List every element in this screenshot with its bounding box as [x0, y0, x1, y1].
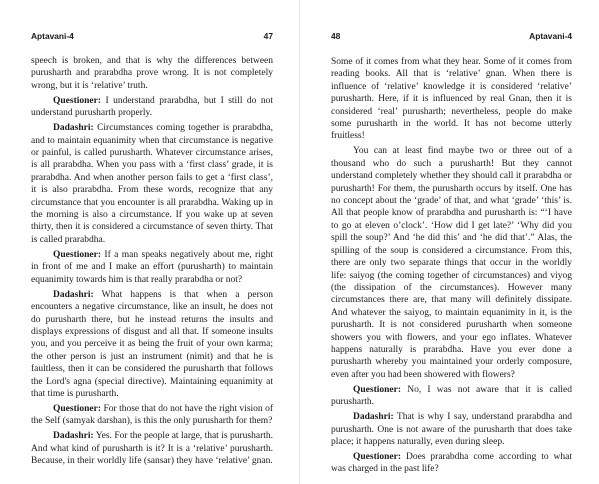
dialogue-paragraph: [331, 411, 572, 448]
dialogue-paragraph: [31, 289, 273, 401]
right-header-title: Aptavani-4: [529, 31, 572, 41]
speaker-label: Dadashri:: [353, 412, 394, 423]
right-page: [299, 0, 599, 484]
left-page-number: 47: [263, 31, 273, 41]
speaker-label: Questioner:: [53, 95, 102, 106]
speaker-label: Dadashri:: [53, 431, 94, 442]
left-header-title: Aptavani-4: [31, 31, 74, 41]
speaker-label: Questioner:: [53, 249, 102, 260]
dialogue-text: If a man speaks negatively about me, right in front of me and I make an effort (purusharth) to maintain equanimity towards him is that really prarabdha or not?: [31, 249, 273, 285]
left-page-body: [31, 55, 273, 468]
dialogue-paragraph: [31, 403, 273, 428]
dialogue-paragraph: [31, 122, 273, 246]
speaker-label: Questioner:: [353, 384, 402, 395]
left-page: [0, 0, 299, 484]
dialogue-paragraph: [31, 249, 273, 286]
dialogue-paragraph: [31, 95, 273, 120]
dialogue-paragraph: [31, 430, 273, 467]
dialogue-text: That is why I say, understand prarabdha and purusharth. One is not aware of the purusharth that does take place; it happens naturally, even during sleep.: [331, 412, 572, 447]
left-page-header: [31, 0, 273, 41]
dialogue-paragraph: [331, 384, 572, 409]
dialogue-text: For those that do not have the right vision of the Self (samyak darshan), is this the only purusharth for them?: [31, 403, 273, 427]
dialogue-text: Yes. For the people at large, that is purusharth. And what kind of purusharth is it? It is a ‘relative’ purusharth. Because, in their worldly life (sansar) they have ‘relative’ gnan.: [31, 431, 273, 467]
right-page-body: [331, 56, 572, 476]
speaker-label: Questioner:: [53, 403, 102, 414]
dialogue-paragraph: [331, 451, 572, 476]
dialogue-text: Circumstances coming together is prarabdha, and to maintain equanimity when that circumstance is negative or painful, is called purusharth. Whatever circumstance arises, is all prarabdha. When you pass with a ‘first class’ grade, it is prarabdha. And when another person fails to get a ‘first class’, it is also prarabdha. From these words, recognize that any circumstance that you encounter is all prarabdha. Waking up in the morning is also a circumstance. If you wake up at seven thirty, then it is considered a circumstance of seven thirty. That is called prarabdha.: [31, 123, 273, 245]
right-page-header: [331, 0, 572, 41]
paragraph: You can at least find maybe two or three out of a thousand who do such a purusharth! But they cannot understand completely whether they should call it prarabdha or purusharth! For them, the purusharth occurs by itself. One has no concept about the ‘grade’ of that, and what ‘grade’ ‘this’ is. All that people know of prarabdha and purusharth is: “‘I have to go at eleven o’clock’. ‘How did I get late?’ ‘Why did you spill the soup?’ And ‘he did this’ and ‘he did that’.” Alas, the spilling of the soup is considered a circumstance. From this, there are only two separate things that occur in the worldly life: saiyog (the coming together of circumstances) and viyog (the dissipation of the circumstances). However many circumstances there are, that many will definitely dissipate. And whatever the saiyog, to maintain equanimity in it, is the purusharth. It is not considered purusharth when someone showers you with flowers, and your ego inflates. Whatever happens naturally is prarabdha. Have you ever done a purusharth whereby you maintained your orderly composure, even after you had been showered with flowers?: [331, 146, 572, 380]
dialogue-text: What happens is that when a person encounters a negative circumstance, like an insult, he does not do purusharth there, but he instead returns the insults and displays expressions of disgust and all that. If someone insults you, and you perceive it as being the fruit of your own karma; the other person is just an instrument (nimit) and that he is faultless, then it can be considered the purusharth that follows the Lord's agna (special directive). Maintaining equanimity at that time is purusharth.: [31, 289, 273, 399]
dialogue-text: I understand prarabdha, but I still do not understand purusharth properly.: [31, 95, 273, 119]
dialogue-text: Does prarabdha come according to what was charged in the past life?: [331, 451, 572, 475]
dialogue-text: No, I was not aware that it is called purusharth.: [331, 384, 572, 408]
right-page-number: 48: [331, 31, 341, 41]
speaker-label: Dadashri:: [53, 289, 94, 300]
speaker-label: Dadashri:: [53, 123, 94, 134]
speaker-label: Questioner:: [353, 451, 402, 462]
paragraph: speech is broken, and that is why the differences between purusharth and prarabdha prove wrong. It is not completely wrong, but it is ‘relative’ truth.: [31, 56, 273, 91]
paragraph: Some of it comes from what they hear. Some of it comes from reading books. All that is ‘relative’ gnan. When there is influence of ‘relative’ knowledge it is considered ‘relative’ purusharth. Here, if it is influenced by real Gnan, then it is considered ‘real’ purusharth; nevertheless, people do make some purusharth in the world. It has not become utterly fruitless!: [331, 57, 572, 142]
